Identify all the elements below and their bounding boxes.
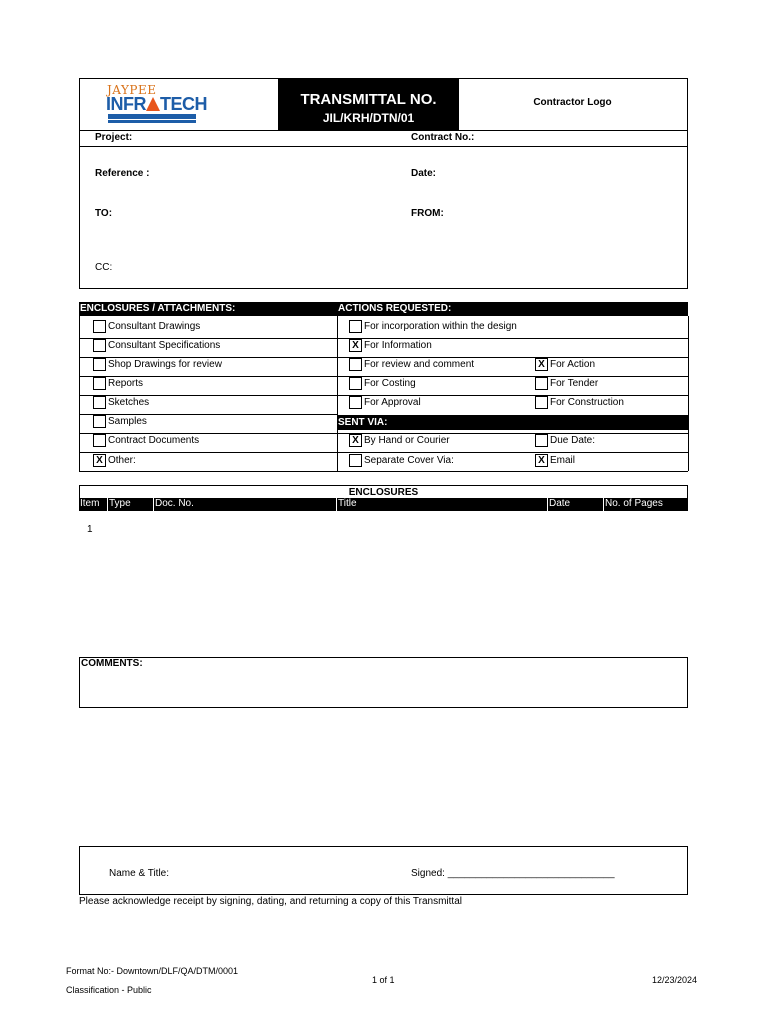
enclosures-table-header bbox=[79, 498, 688, 511]
header-col-divider bbox=[336, 498, 337, 511]
signature-box bbox=[79, 846, 688, 895]
sent-via-label: Separate Cover Via: bbox=[364, 455, 454, 466]
enclosure-label: Samples bbox=[108, 416, 147, 427]
logo-triangle-icon bbox=[146, 97, 160, 111]
checkbox-due-date[interactable] bbox=[535, 434, 548, 447]
transmittal-title-cell bbox=[279, 79, 458, 130]
footer-page-number: 1 of 1 bbox=[372, 975, 395, 985]
checkbox-samples[interactable] bbox=[93, 415, 106, 428]
grid-row-line bbox=[79, 414, 337, 415]
comments-label: COMMENTS: bbox=[81, 658, 143, 669]
grid-border bbox=[79, 316, 80, 471]
sent-via-label: Due Date: bbox=[550, 435, 596, 446]
grid-divider bbox=[337, 316, 338, 471]
contract-no-label: Contract No.: bbox=[411, 132, 475, 143]
checkbox-for-incorporation[interactable] bbox=[349, 320, 362, 333]
actions-requested-heading: ACTIONS REQUESTED: bbox=[337, 302, 688, 316]
checkbox-for-information[interactable]: X bbox=[349, 339, 362, 352]
grid-border bbox=[688, 316, 689, 471]
footer-classification: Classification - Public bbox=[66, 985, 152, 995]
header-col-divider bbox=[547, 498, 548, 511]
checkbox-consultant-drawings[interactable] bbox=[93, 320, 106, 333]
transmittal-number: JIL/KRH/DTN/01 bbox=[322, 111, 415, 125]
grid-row-line bbox=[79, 395, 688, 396]
acknowledge-note: Please acknowledge receipt by signing, dating, and returning a copy of this Transmittal bbox=[79, 896, 462, 907]
header-col-divider bbox=[153, 498, 154, 511]
checkbox-for-action[interactable]: X bbox=[535, 358, 548, 371]
enclosures-attachments-heading: ENCLOSURES / ATTACHMENTS: bbox=[79, 302, 337, 316]
table-row bbox=[79, 524, 688, 538]
signed-line[interactable]: Signed: ______________________________ bbox=[411, 868, 615, 879]
header-divider bbox=[80, 146, 687, 147]
checkbox-for-approval[interactable] bbox=[349, 396, 362, 409]
grid-row-line bbox=[79, 433, 688, 434]
enclosure-label: Shop Drawings for review bbox=[108, 359, 222, 370]
project-label: Project: bbox=[95, 132, 133, 143]
checkbox-consultant-specifications[interactable] bbox=[93, 339, 106, 352]
transmittal-header bbox=[79, 78, 688, 289]
action-label: For Construction bbox=[550, 397, 624, 408]
date-label: Date: bbox=[411, 168, 437, 179]
enclosure-label: Reports bbox=[108, 378, 144, 389]
checkbox-for-costing[interactable] bbox=[349, 377, 362, 390]
action-label: For review and comment bbox=[364, 359, 475, 370]
action-label: For Information bbox=[364, 340, 432, 351]
column-header-type: Type bbox=[109, 498, 131, 509]
enclosure-label: Contract Documents bbox=[108, 435, 200, 446]
checkbox-separate-cover[interactable] bbox=[349, 454, 362, 467]
enclosure-label: Sketches bbox=[108, 397, 150, 408]
column-header-title: Title bbox=[338, 498, 357, 509]
column-header-doc-no: Doc. No. bbox=[155, 498, 194, 509]
checkbox-contract-documents[interactable] bbox=[93, 434, 106, 447]
checkbox-sketches[interactable] bbox=[93, 396, 106, 409]
grid-row-line bbox=[79, 376, 688, 377]
checkbox-for-construction[interactable] bbox=[535, 396, 548, 409]
enclosure-label: Other: bbox=[108, 455, 136, 466]
contractor-logo-cell bbox=[458, 79, 687, 130]
checkbox-by-hand-or-courier[interactable]: X bbox=[349, 434, 362, 447]
logo-text-top: JAYPEE bbox=[107, 83, 157, 97]
checkbox-reports[interactable] bbox=[93, 377, 106, 390]
enclosure-label: Consultant Specifications bbox=[108, 340, 221, 351]
contractor-logo-placeholder: Contractor Logo bbox=[533, 97, 612, 108]
grid-row-line bbox=[79, 471, 688, 472]
reference-label: Reference : bbox=[95, 168, 150, 179]
checkbox-email[interactable]: X bbox=[535, 454, 548, 467]
header-col-divider bbox=[603, 498, 604, 511]
checkbox-for-review[interactable] bbox=[349, 358, 362, 371]
company-logo bbox=[80, 79, 279, 130]
enclosures-table-title-cell bbox=[79, 485, 688, 498]
action-label: For Costing bbox=[364, 378, 416, 389]
logo-tagline-divider bbox=[108, 119, 196, 120]
header-divider bbox=[80, 130, 687, 131]
action-label: For Tender bbox=[550, 378, 599, 389]
sent-via-label: Email bbox=[550, 455, 576, 466]
column-header-item: Item bbox=[80, 498, 100, 509]
comments-box[interactable] bbox=[79, 657, 688, 708]
action-label: For Approval bbox=[364, 397, 421, 408]
grid-row-line bbox=[79, 452, 688, 453]
action-label: For incorporation within the design bbox=[364, 321, 517, 332]
grid-row-line bbox=[79, 338, 688, 339]
from-label: FROM: bbox=[411, 208, 444, 219]
checkbox-shop-drawings[interactable] bbox=[93, 358, 106, 371]
header-col-divider bbox=[107, 498, 108, 511]
column-header-date: Date bbox=[549, 498, 571, 509]
logo-text-main: INFR TECH bbox=[106, 94, 207, 114]
enclosures-table-title: ENCLOSURES bbox=[348, 487, 419, 498]
enclosure-label: Consultant Drawings bbox=[108, 321, 201, 332]
grid-row-line bbox=[79, 357, 688, 358]
footer-date: 12/23/2024 bbox=[652, 975, 698, 985]
checkbox-other[interactable]: X bbox=[93, 454, 106, 467]
name-title-label: Name & Title: bbox=[109, 868, 170, 879]
row-item-number: 1 bbox=[87, 524, 93, 535]
footer-format-no: Format No:- Downtown/DLF/QA/DTM/0001 bbox=[66, 966, 239, 976]
sent-via-heading: SENT VIA: bbox=[337, 415, 688, 430]
action-label: For Action bbox=[550, 359, 596, 370]
column-header-no-of-pages: No. of Pages bbox=[605, 498, 663, 509]
checkbox-for-tender[interactable] bbox=[535, 377, 548, 390]
to-label: TO: bbox=[95, 208, 113, 219]
cc-label: CC: bbox=[95, 262, 113, 273]
transmittal-title: TRANSMITTAL NO. bbox=[300, 91, 437, 108]
sent-via-label: By Hand or Courier bbox=[364, 435, 450, 446]
